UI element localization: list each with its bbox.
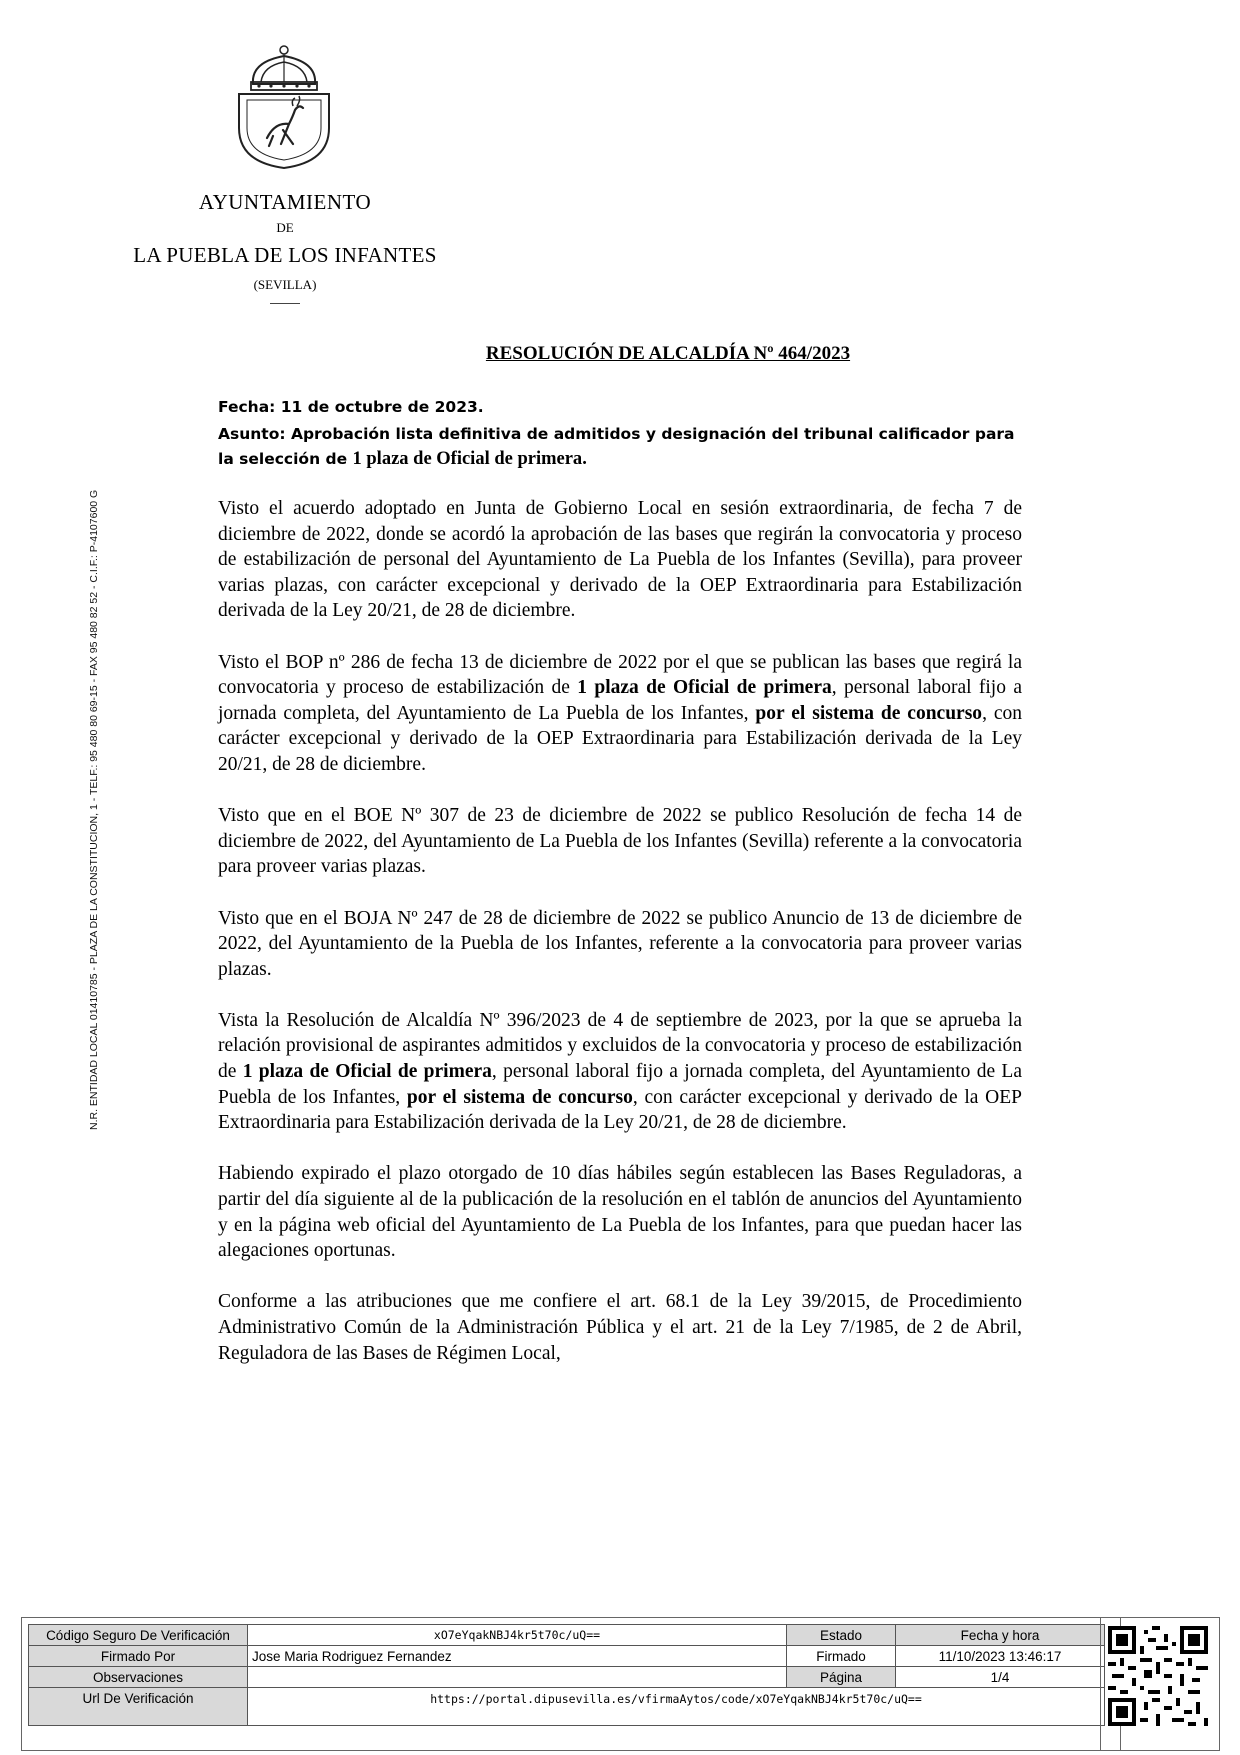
paragraph-5: [218, 1008, 1022, 1136]
paragraph-6: Habiendo expirado el plazo otorgado de 10 días hábiles según establecen las Bases Reguladoras, a partir del día siguiente al de la publicación de la resolución en el tablón de anuncios del Ayuntamiento y en la página web oficial del Ayuntamiento de La Puebla de los Infantes, para que puedan hacer las alegaciones oportunas.: [218, 1163, 1022, 1262]
p2-text-a: Visto el BOP nº 286 de fecha 13 de diciembre de 2022 por el que se publican las bases que regirá la convocatoria y proceso de estabilización de: [218, 651, 1022, 699]
paragraph-4: Visto que en el BOJA Nº 247 de 28 de diciembre de 2022 se publico Anuncio de 13 de diciembre de 2022, del Ayuntamiento de la Puebla de los Infantes, referente a la convocatoria para proveer varias plazas.: [218, 907, 1022, 980]
estado-value: Firmado: [787, 1646, 896, 1667]
org-name-line2: DE: [276, 220, 294, 235]
pagina-value: 1/4: [896, 1667, 1105, 1688]
p5-bold-b: 1 plaza de Oficial de primera: [242, 1061, 492, 1083]
document-subject: [218, 422, 1028, 472]
fecha-value: 11/10/2023 13:46:17: [896, 1646, 1105, 1667]
org-name-line3: LA PUEBLA DE LOS INFANTES: [133, 243, 437, 267]
p5-text-e: , con carácter excepcional y derivado de la OEP Extraordinaria para Estabilización derivada de la Ley 20/21, de 28 de diciembre.: [218, 1086, 1023, 1134]
qr-code-image: [1108, 1626, 1208, 1726]
signature-row-url: [29, 1688, 1105, 1726]
org-name-line4: (SEVILLA): [253, 277, 317, 292]
url-label: Url De Verificación: [29, 1688, 248, 1726]
subject-prefix: Asunto: Aprobación lista definitiva de admitidos y designación del tribunal calificador para la selección de: [218, 425, 1015, 468]
paragraph-2: [218, 650, 1022, 778]
csv-label: Código Seguro De Verificación: [29, 1625, 248, 1646]
signature-table: [28, 1624, 1105, 1726]
pagina-label: Página: [787, 1667, 896, 1688]
url-value[interactable]: https://portal.dipusevilla.es/vfirmaAytos/code/xO7eYqakNBJ4kr5t70c/uQ==: [248, 1688, 1105, 1726]
firmado-label: Firmado Por: [29, 1646, 248, 1667]
fecha-label: Fecha y hora: [896, 1625, 1105, 1646]
document-title: RESOLUCIÓN DE ALCALDÍA Nº 464/2023: [485, 343, 851, 364]
document-date: Fecha: 11 de octubre de 2023.: [218, 398, 484, 416]
org-name-line1: AYUNTAMIENTO: [198, 190, 372, 214]
p5-bold-d: por el sistema de concurso: [406, 1086, 633, 1108]
header-divider: [270, 303, 300, 304]
p5-text-c: , personal laboral fijo a jornada completa, del Ayuntamiento de La Puebla de los Infantes,: [218, 1061, 1022, 1108]
p5-text-a: Vista la Resolución de Alcaldía Nº 396/2023 de 4 de septiembre de 2023, por la que se aprueba la relación provisional de aspirantes admitidos y excluidos de la convocatoria y proceso de estabilización de: [218, 1009, 1022, 1083]
estado-label: Estado: [787, 1625, 896, 1646]
subject-bold: 1 plaza de Oficial de primera: [352, 449, 583, 469]
document-body: [218, 496, 1022, 1392]
signature-row-csv: [29, 1625, 1105, 1646]
p2-text-c: , personal laboral fijo a jornada completa, del Ayuntamiento de La Puebla de los Infantes,: [218, 677, 1022, 724]
subject-suffix: .: [582, 449, 587, 469]
obs-label: Observaciones: [29, 1667, 248, 1688]
p2-bold-d: por el sistema de concurso: [755, 702, 983, 724]
p2-text-e: , con carácter excepcional y derivado de la OEP Extraordinaria para Estabilización derivada de la Ley 20/21, de 28 de diciembre.: [218, 702, 1023, 775]
side-registry-text: N.R. ENTIDAD LOCAL 01410785 - PLAZA DE LA CONSTITUCION, 1 - TELF.: 95 480 80 69-15 - FAX 95 480 82 52 - C.I.F.: P-4107600 G: [88, 489, 100, 1130]
csv-value: xO7eYqakNBJ4kr5t70c/uQ==: [248, 1625, 787, 1646]
coat-of-arms-logo: [233, 44, 335, 170]
paragraph-3: Visto que en el BOE Nº 307 de 23 de diciembre de 2022 se publico Resolución de fecha 14 de diciembre de 2022, del Ayuntamiento de La Puebla de los Infantes (Sevilla) referente a la convocatoria para proveer varias plazas.: [218, 805, 1022, 878]
p2-bold-b: 1 plaza de Oficial de primera: [577, 677, 832, 699]
paragraph-1: Visto el acuerdo adoptado en Junta de Gobierno Local en sesión extraordinaria, de fecha 7 de diciembre de 2022, donde se acordó la aprobación de las bases que regirán la convocatoria y proceso de estabilización de personal del Ayuntamiento de La Puebla de los Infantes (Sevilla), para proveer varias plazas, con carácter excepcional y derivado de la OEP Extraordinaria para Estabilización derivada de la Ley 20/21, de 28 de diciembre.: [218, 498, 1022, 622]
paragraph-7: Conforme a las atribuciones que me confiere el art. 68.1 de la Ley 39/2015, de Procedimiento Administrativo Común de la Administración Pública y el art. 21 de la Ley 7/1985, de 2 de Abril, Reguladora de las Bases de Régimen Local,: [218, 1291, 1022, 1364]
signature-block: [21, 1617, 1121, 1751]
signature-row-obs: [29, 1667, 1105, 1688]
firmado-value: Jose Maria Rodriguez Fernandez: [248, 1646, 787, 1667]
signature-row-firmado: [29, 1646, 1105, 1667]
obs-value: [248, 1667, 787, 1688]
